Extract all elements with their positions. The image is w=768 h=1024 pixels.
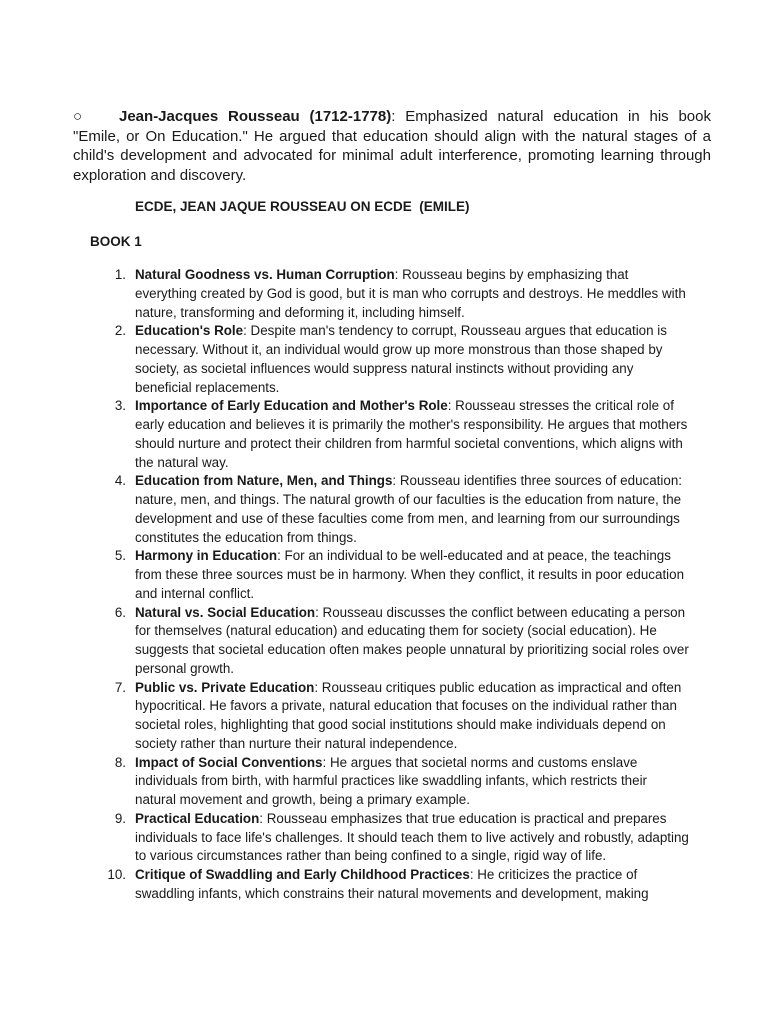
list-item-number: 5. [114,548,126,564]
list-item-number: 6. [114,604,126,620]
list-item-title: Education's Role [135,323,244,339]
list-item [90,810,690,866]
list-item-number: 4. [114,473,126,489]
list-item-number: 2. [114,323,126,339]
list-item-text: : Rousseau stresses the critical role of early education and believes it is primarily the mother's responsibility. He argues that mothers should nurture and protect their children from harmful societal conventions, which aligns with the natural way. [135,398,688,470]
list-item-title: Public vs. Private Education [135,679,315,695]
list-item [90,754,690,810]
list-item-text: : Rousseau discusses the conflict between educating a person for themselves (natural education) and educating them for society (social education). He suggests that societal education often makes people unnatural by prioritizing social roles over personal growth. [135,604,689,676]
list-item-text: : He criticizes the practice of swaddling infants, which constrains their natural movements and development, making [135,867,649,901]
list-item-text: : Rousseau emphasizes that true education is practical and prepares individuals to face life's challenges. It should teach them to live actively and robustly, adapting to various circumstances rather than being confined to a single, rigid way of life. [135,810,689,864]
list-item-number: 8. [114,754,126,770]
intro-name: Jean-Jacques Rousseau (1712-1778) [119,108,392,125]
list-item-text: : He argues that societal norms and customs enslave individuals from birth, with harmful practices like swaddling infants, which restricts their natural movement and growth, being a primary example. [135,754,648,807]
list-item [90,472,690,547]
list-item-text: : Rousseau critiques public education as impractical and often hypocritical. He favors a private, natural education that focuses on the individual rather than societal roles, highlighting that good social institutions should make individuals depend on society rather than nurture their natural independence. [135,679,682,751]
intro-text: : Emphasized natural education in his book "Emile, or On Education." He argued that education should align with the natural stages of a child's development and advocated for minimal adult interference, promoting learning through exploration and discovery. [73,108,711,184]
intro-paragraph [73,107,711,185]
list-item-title: Education from Nature, Men, and Things [135,473,393,489]
list-item-title: Harmony in Education [135,548,278,564]
list-item [90,397,690,472]
list-item-title: Practical Education [135,810,260,826]
list-item [90,547,690,603]
list-item [90,679,690,754]
list-item-text: : Rousseau begins by emphasizing that everything created by God is good, but it is man who corrupts and destroys. He meddles with nature, transforming and deforming it, including himself. [135,267,686,320]
list-item [90,322,690,397]
list-item [90,604,690,679]
list-item-text: : Despite man's tendency to corrupt, Rousseau argues that education is necessary. Without it, an individual would grow up more monstrous than those shaped by society, as societal influences would suppress natural instincts without providing any beneficial replacements. [135,323,667,395]
book-heading: BOOK 1 [90,234,142,249]
list-item-number: 10. [107,867,126,882]
section-heading: ECDE, JEAN JAQUE ROUSSEAU ON ECDE (EMILE) [135,199,470,214]
list-item-number: 1. [114,267,126,282]
list-item-title: Impact of Social Conventions [135,754,323,770]
list-item-title: Critique of Swaddling and Early Childhood Practices [135,867,470,882]
list-item-title: Natural Goodness vs. Human Corruption [135,267,395,282]
list-item-number: 3. [114,398,126,414]
list-item-text: : For an individual to be well-educated and at peace, the teachings from these three sources must be in harmony. When they conflict, it results in poor education and internal conflict. [135,548,685,601]
numbered-list [90,266,690,904]
list-item [90,266,690,322]
list-item-title: Importance of Early Education and Mother's Role [135,398,448,414]
list-item-number: 9. [114,810,126,826]
bullet-icon: ○ [73,108,83,125]
list-item-number: 7. [114,679,126,695]
list-item [90,866,690,904]
list-item-text: : Rousseau identifies three sources of education: nature, men, and things. The natural growth of our faculties is the education from nature, the development and use of these faculties come from men, and learning from our surroundings constitutes the education from things. [135,473,682,545]
list-item-title: Natural vs. Social Education [135,604,316,620]
